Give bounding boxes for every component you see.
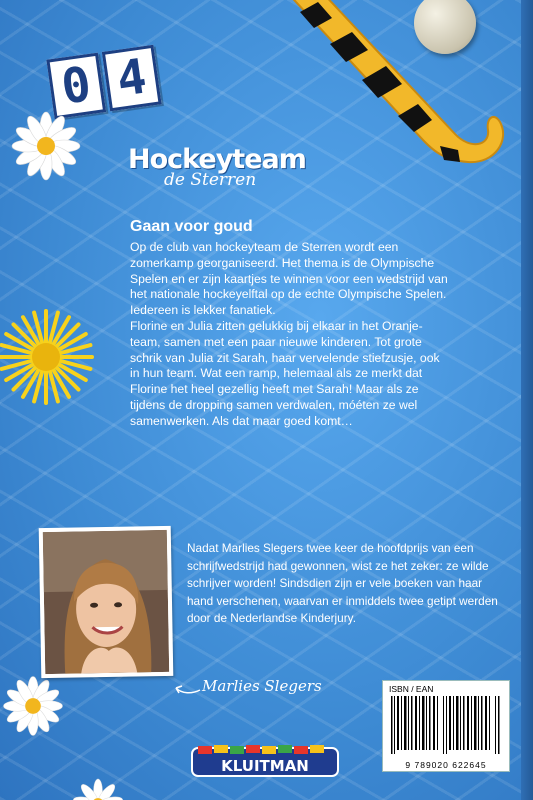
- isbn-number: 9 789020 622645: [405, 760, 487, 770]
- series-digit: 0: [46, 53, 106, 120]
- daisy-icon: [0, 673, 66, 739]
- author-photo: [39, 526, 174, 678]
- author-signature: Marlies Slegers: [202, 677, 322, 695]
- logo-title: Hockeyteam: [128, 144, 306, 175]
- daisy-icon: [8, 108, 84, 184]
- dandelion-icon: [0, 305, 98, 409]
- series-digit: 4: [102, 45, 162, 112]
- barcode-bars: [389, 694, 503, 754]
- blurb-paragraph: Florine en Julia zitten gelukkig bij elkaar in het Oranje-team, samen met een paar nieuwe kinderen. Tot grote schrik van Julia zit Sarah, haar vervelende stiefzusje, ook in hun team. Wat een ramp, helemaal als ze merkt dat Florine het heel gezellig heeft met Sarah! Maar als ze tijdens de dropping samen verdwalen, móéten ze wel samenwerken. Als dat maar goed komt…: [130, 318, 440, 428]
- daisy-icon: [70, 776, 126, 800]
- barcode: [382, 680, 510, 772]
- author-bio: Nadat Marlies Slegers twee keer de hoofdprijs van een schrijfwedstrijd had gewonnen, wist ze het zeker: ze wilde schrijver worden! Sindsdien zijn er vele boeken van haar hand verschenen, waarvan er inmiddels twee getipt werden door de Nederlandse Kinderjury.: [187, 541, 498, 625]
- series-logo: [128, 146, 306, 190]
- signature-arrow-icon: [172, 680, 202, 700]
- kluitman-logo: [190, 744, 340, 780]
- publisher-name: KLUITMAN: [221, 757, 309, 775]
- book-title: Gaan voor goud: [130, 218, 253, 235]
- isbn-label: ISBN / EAN: [389, 684, 434, 694]
- book-blurb: [130, 218, 450, 430]
- logo-subtitle: de Sterren: [164, 170, 257, 190]
- blurb-paragraph: Op de club van hockeyteam de Sterren wordt een zomerkamp georganiseerd. Het thema is de Olympische Spelen en er zijn kaartjes te winnen voor een wedstrijd van het nationale hockeyelftal op de echte Olympische Spelen. Iedereen is lekker fanatiek.: [130, 240, 448, 318]
